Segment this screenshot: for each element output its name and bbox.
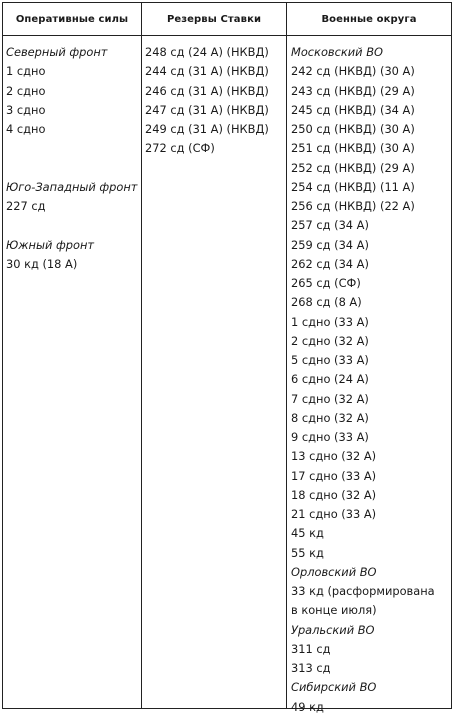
column-military-districts [291, 43, 435, 717]
unit-entry: 265 сд (СФ) [291, 276, 361, 290]
unit-entry: 4 сдно [6, 122, 46, 136]
unit-entry: 18 сдно (32 А) [291, 487, 377, 502]
section-heading: Сибирский ВО [291, 680, 377, 695]
unit-entry: 21 сдно (33 А) [291, 507, 377, 521]
unit-entry: 9 сдно (33 А) [291, 430, 369, 444]
unit-entry: 1 сдно (33 А) [291, 314, 369, 329]
unit-entry: 6 сдно (24 А) [291, 372, 369, 387]
unit-entry: 254 сд (НКВД) (11 А) [291, 179, 415, 194]
unit-entry: 13 сдно (32 А) [291, 449, 377, 464]
unit-entry: 7 сдно (32 А) [291, 391, 369, 406]
unit-entry: 259 сд (34 А) [291, 237, 369, 252]
unit-entry: 2 сдно [6, 83, 46, 98]
column-divider-1 [141, 3, 142, 708]
unit-entry: 246 сд (31 А) (НКВД) [145, 83, 269, 98]
unit-entry: 8 сдно (32 А) [291, 410, 369, 425]
unit-entry: 313 сд [291, 661, 331, 675]
unit-entry: 49 кд [291, 699, 324, 714]
section-heading: Орловский ВО [291, 564, 377, 579]
unit-entry: 33 кд (расформирована [291, 584, 435, 598]
unit-entry: 311 сд [291, 641, 331, 656]
unit-entry: 272 сд (СФ) [145, 141, 215, 156]
spacer [6, 216, 137, 235]
unit-entry: 262 сд (34 А) [291, 256, 369, 271]
spacer [6, 139, 137, 158]
unit-entry: 227 сд [6, 199, 46, 213]
unit-entry: 17 сдно (33 А) [291, 468, 377, 483]
section-heading: Северный фронт [6, 45, 108, 59]
column-divider-2 [286, 3, 287, 708]
section-heading: Московский ВО [291, 45, 383, 59]
unit-entry: 257 сд (34 А) [291, 218, 369, 233]
unit-entry: 1 сдно [6, 64, 46, 79]
unit-entry: 45 кд [291, 526, 324, 541]
unit-entry: 30 кд (18 А) [6, 256, 78, 271]
unit-entry: 256 сд (НКВД) (22 А) [291, 199, 415, 213]
unit-entry: 245 сд (НКВД) (34 А) [291, 102, 415, 117]
header-military-districts: Военные округа [321, 13, 417, 25]
unit-entry: 250 сд (НКВД) (30 А) [291, 122, 415, 136]
unit-entry: в конце июля) [291, 603, 377, 618]
unit-entry: 248 сд (24 А) (НКВД) [145, 45, 269, 59]
unit-entry: 243 сд (НКВД) (29 А) [291, 83, 415, 98]
unit-entry: 5 сдно (33 А) [291, 353, 369, 367]
section-heading: Уральский ВО [291, 622, 375, 637]
header-operational-forces: Оперативные силы [15, 13, 129, 25]
unit-entry: 242 сд (НКВД) (30 А) [291, 64, 415, 79]
unit-entry: 268 сд (8 А) [291, 295, 362, 310]
unit-entry: 251 сд (НКВД) (30 А) [291, 141, 415, 156]
column-operational-forces [6, 43, 137, 274]
unit-entry: 3 сдно [6, 102, 46, 117]
forces-table [2, 2, 452, 714]
unit-entry: 247 сд (31 А) (НКВД) [145, 102, 269, 117]
unit-entry: 249 сд (31 А) (НКВД) [145, 122, 269, 136]
header-stavka-reserves: Резервы Ставки [166, 13, 262, 25]
section-heading: Юго-Западный фронт [6, 179, 138, 194]
section-heading: Южный фронт [6, 237, 95, 252]
column-stavka-reserves [145, 43, 269, 159]
header-divider [3, 35, 451, 36]
unit-entry: 2 сдно (32 А) [291, 333, 369, 348]
spacer [6, 159, 137, 178]
unit-entry: 55 кд [291, 545, 324, 560]
unit-entry: 244 сд (31 А) (НКВД) [145, 64, 269, 79]
unit-entry: 252 сд (НКВД) (29 А) [291, 160, 415, 175]
